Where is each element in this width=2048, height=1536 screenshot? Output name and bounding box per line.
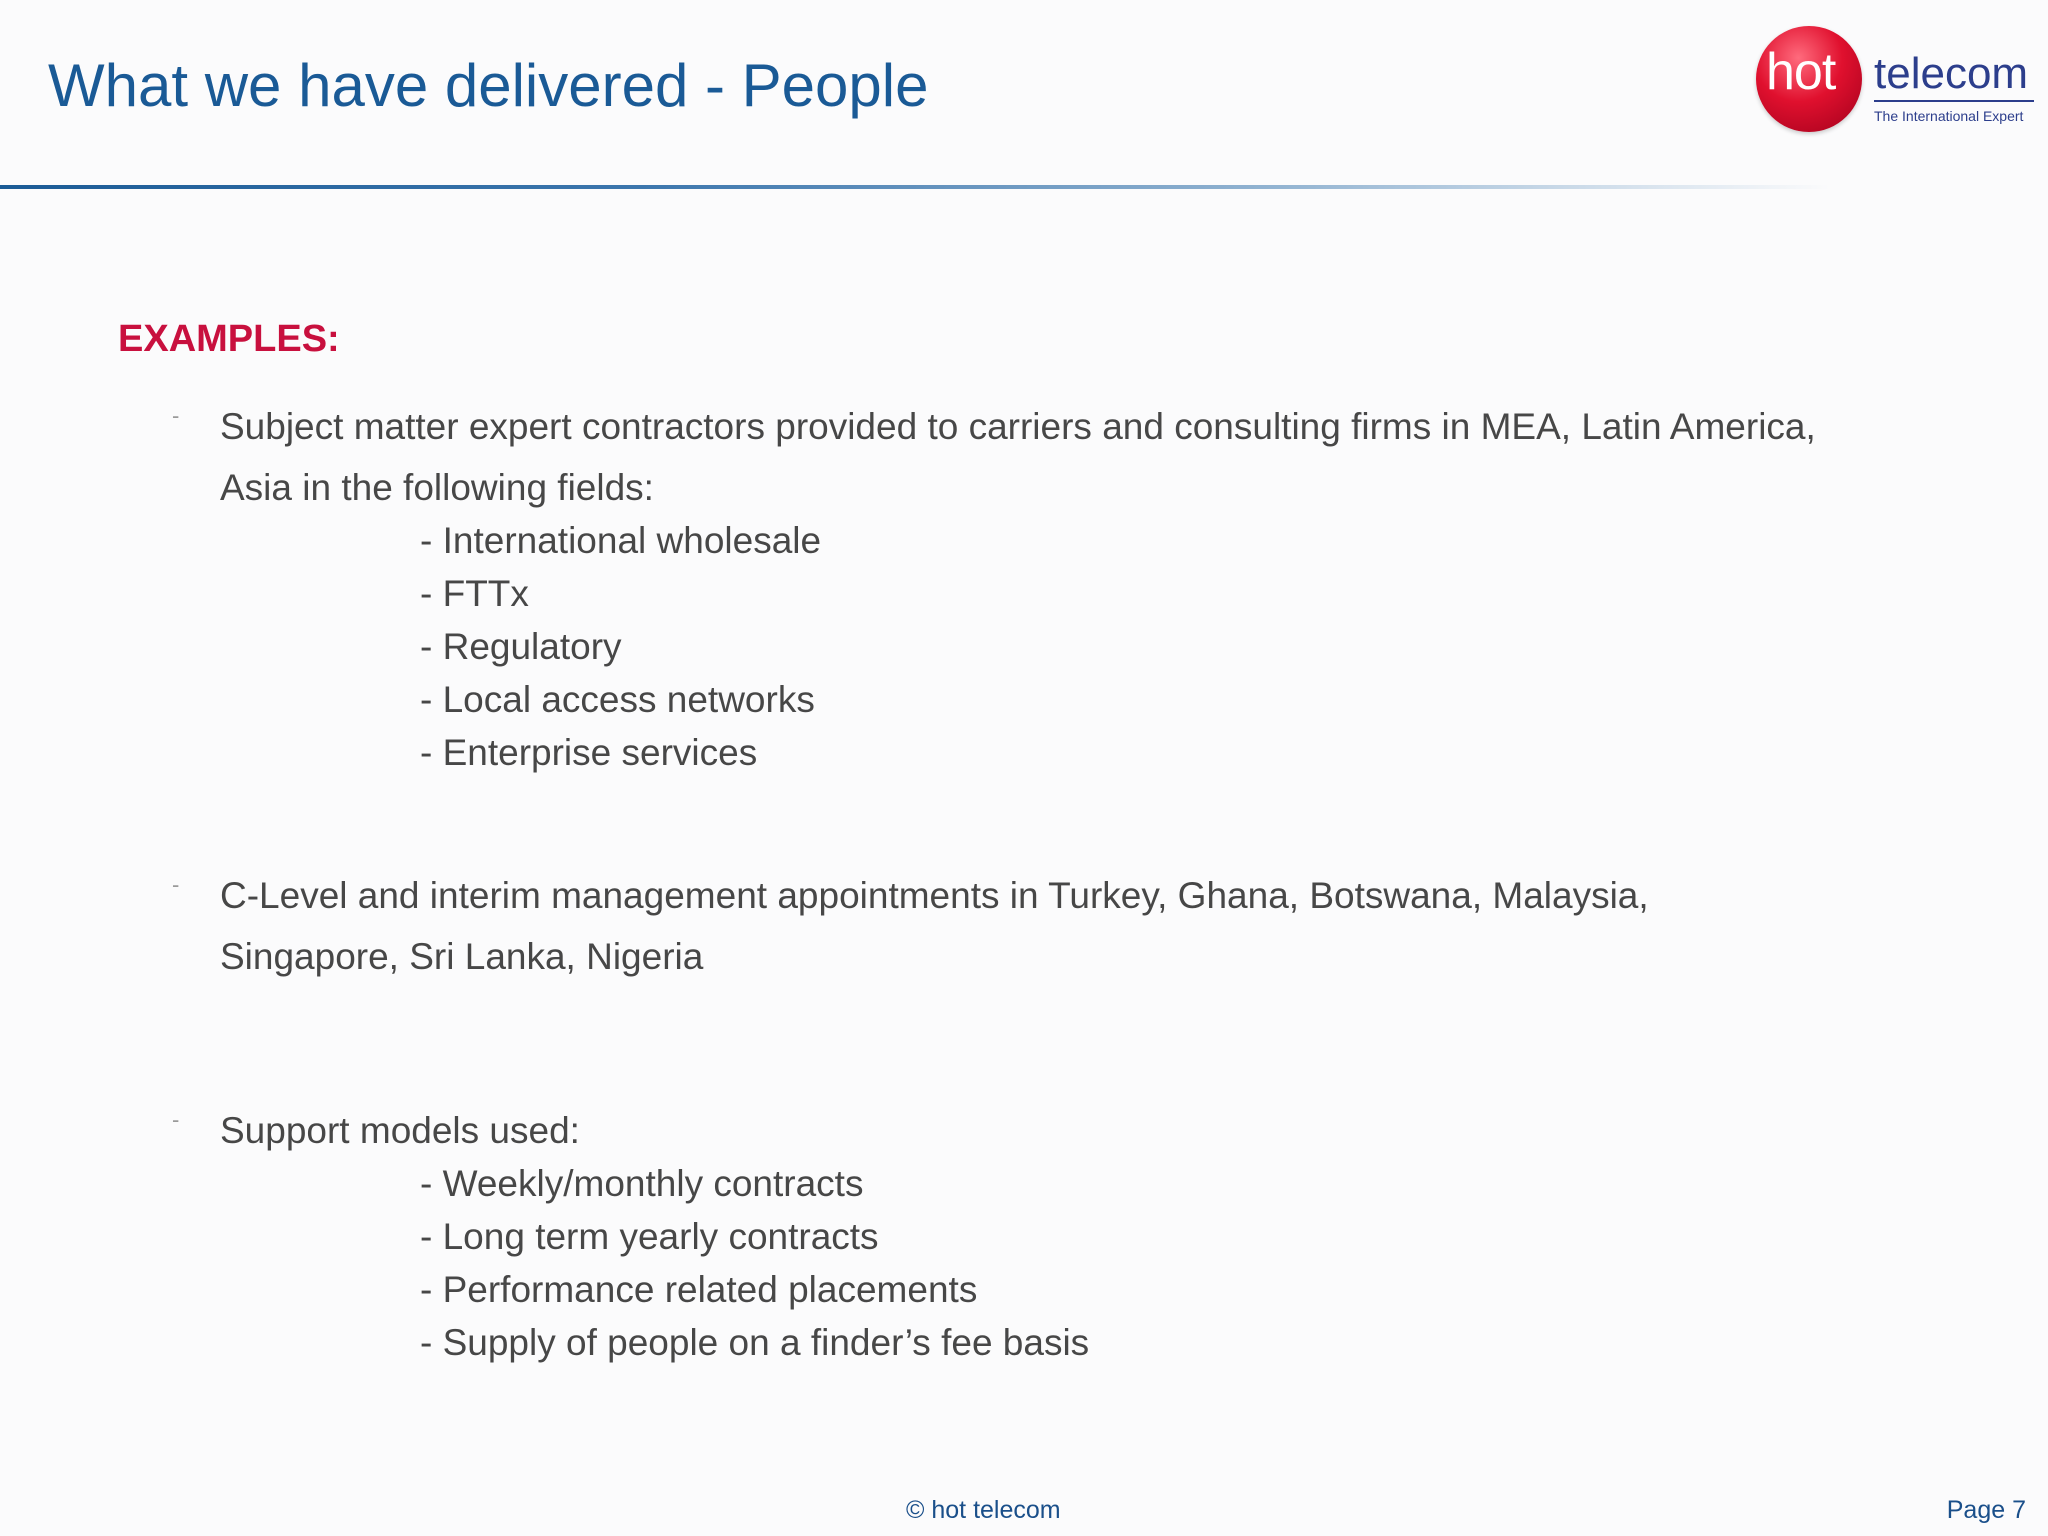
bullet-marker: - (172, 403, 180, 428)
bullet-text: C-Level and interim management appointments in Turkey, Ghana, Botswana, Malaysia, Singapore, Sri Lanka, Nigeria (220, 875, 1649, 977)
sub-item: - Long term yearly contracts (420, 1216, 879, 1257)
sub-item: - Performance related placements (420, 1269, 978, 1310)
logo-word-hot: hot (1766, 43, 1836, 101)
bullet-text: Support models used: (220, 1110, 580, 1151)
page-number: Page 7 (1946, 1496, 2026, 1524)
bullet-item (172, 1100, 1830, 1161)
bullet-item (172, 396, 1830, 518)
bullet-marker: - (172, 1107, 180, 1132)
examples-heading: EXAMPLES: (118, 318, 340, 360)
logo-tagline: The International Expert (1874, 108, 2024, 124)
footer-copyright: © hot telecom (906, 1496, 1061, 1524)
sub-item: - Regulatory (420, 626, 622, 667)
sub-item: - Supply of people on a finder’s fee basis (420, 1322, 1090, 1363)
bullet-text: Subject matter expert contractors provided to carriers and consulting firms in MEA, Latin America, Asia in the following fields: (220, 406, 1816, 508)
sub-item: - Local access networks (420, 679, 815, 720)
sub-item: - International wholesale (420, 520, 822, 561)
sub-item: - Enterprise services (420, 732, 758, 773)
sub-item: - FTTx (420, 573, 529, 614)
title-divider (0, 185, 1830, 189)
bullet-item (172, 865, 1830, 987)
logo-underline (1874, 100, 2034, 102)
bullet-marker: - (172, 872, 180, 897)
company-logo (1756, 26, 2036, 136)
logo-word-telecom: telecom (1874, 49, 2029, 98)
sub-item: - Weekly/monthly contracts (420, 1163, 864, 1204)
slide-title: What we have delivered - People (48, 52, 929, 119)
